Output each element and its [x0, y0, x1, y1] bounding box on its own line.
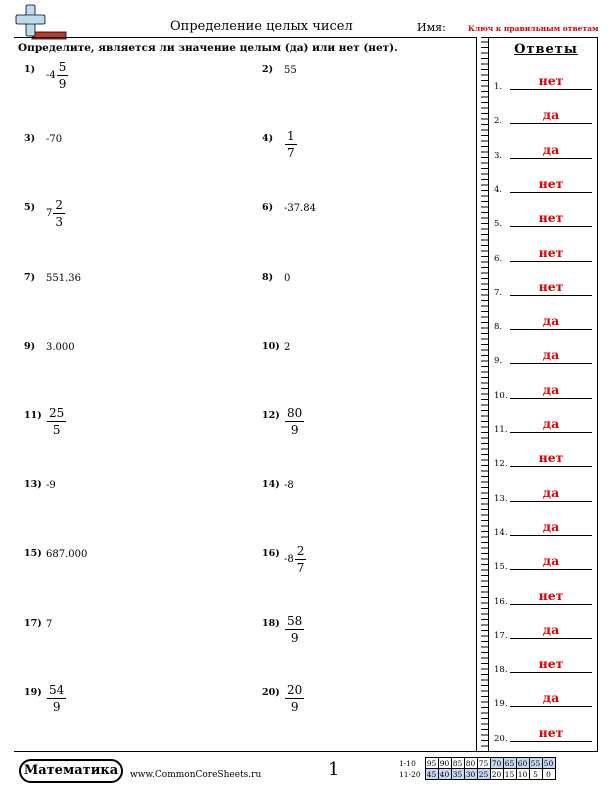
problem-item	[262, 129, 462, 173]
answer-number: 14.	[494, 527, 508, 538]
problem-fraction	[284, 406, 304, 437]
fraction-denominator: 7	[287, 146, 295, 161]
score-cell: 40	[439, 769, 450, 779]
problem-number: 10)	[262, 340, 280, 352]
answer-item	[494, 381, 594, 401]
answer-item	[494, 449, 594, 469]
problem-value: 3.000	[46, 341, 75, 353]
fraction-whole: -8	[284, 554, 294, 566]
answer-value: нет	[538, 450, 564, 466]
fraction-denominator: 9	[52, 699, 61, 714]
answer-line	[510, 706, 592, 707]
answer-item	[494, 415, 594, 435]
fraction-denominator: 3	[55, 215, 64, 230]
answer-value: нет	[538, 656, 564, 672]
answer-number: 1.	[494, 82, 503, 92]
problem-number: 20)	[262, 686, 280, 698]
score-cell: 80	[465, 758, 476, 768]
score-cell: 5	[529, 769, 542, 780]
answer-number: 5.	[494, 219, 503, 230]
answer-value: да	[542, 107, 560, 123]
score-range-label: 1-10	[399, 758, 416, 768]
fraction-numerator: 2	[296, 544, 305, 559]
problem-number: 2)	[262, 64, 274, 75]
fraction	[295, 544, 307, 575]
problem-item	[262, 341, 462, 381]
brand-badge: Математика	[19, 759, 123, 783]
fraction-whole: -4	[46, 70, 56, 81]
answer-line	[510, 638, 592, 639]
problem-number: 14)	[262, 479, 280, 491]
score-cell: 50	[543, 758, 554, 768]
problem-number: 5)	[24, 202, 36, 214]
score-cell: 35	[452, 769, 463, 779]
answer-item	[494, 244, 594, 264]
fraction-denominator: 9	[290, 699, 299, 714]
answer-number: 9.	[494, 356, 503, 367]
problem-number: 18)	[262, 617, 280, 629]
problem-item	[262, 406, 462, 450]
score-cell: 70	[491, 758, 502, 768]
score-cell: 65	[504, 758, 515, 768]
answer-line	[510, 261, 592, 262]
answer-line	[510, 295, 592, 296]
answer-line	[510, 741, 592, 742]
fraction-numerator: 20	[287, 682, 303, 697]
answer-number: 7.	[494, 287, 503, 298]
problem-number: 7)	[24, 271, 36, 283]
problem-fraction	[284, 129, 297, 160]
answer-line	[510, 226, 592, 227]
score-cell: 85	[452, 758, 463, 768]
answer-item	[494, 655, 594, 675]
problem-value: 687.000	[46, 549, 88, 561]
problem-number: 17)	[24, 617, 42, 629]
problem-item	[262, 202, 462, 242]
answers-title: Ответы	[514, 42, 578, 57]
fraction-denominator: 9	[290, 423, 299, 437]
answer-item	[494, 689, 594, 709]
answer-value: да	[542, 553, 560, 569]
answer-value: нет	[538, 244, 564, 260]
score-cell: 25	[478, 769, 489, 779]
problem-number: 6)	[262, 202, 274, 214]
problem-fraction	[46, 406, 66, 437]
answer-number: 20.	[494, 733, 508, 744]
header-divider	[14, 37, 598, 38]
fraction-numerator: 2	[55, 198, 64, 213]
score-cell: 95	[426, 758, 437, 768]
fraction	[285, 683, 304, 714]
score-cell: 60	[517, 758, 528, 768]
problem-item	[24, 682, 224, 727]
problem-number: 4)	[262, 133, 274, 145]
problem-value: 2	[284, 341, 291, 353]
math-plus-logo-icon	[14, 4, 68, 40]
problem-item	[262, 272, 462, 312]
problem-item	[24, 272, 224, 312]
problem-item	[262, 544, 462, 588]
answer-line	[510, 123, 592, 124]
answer-value: да	[542, 381, 560, 397]
answer-item	[494, 141, 594, 161]
problem-value: -9	[46, 480, 56, 492]
score-row	[399, 758, 555, 769]
score-cell: 30	[465, 769, 476, 779]
answer-item	[494, 209, 594, 229]
answer-line	[510, 672, 592, 673]
answer-value: нет	[538, 587, 564, 603]
problem-item	[24, 198, 224, 242]
fraction	[285, 406, 304, 437]
answer-item	[494, 72, 594, 92]
answer-value: нет	[538, 724, 564, 740]
problem-item	[24, 60, 224, 104]
score-row	[399, 769, 555, 780]
footer-divider	[14, 751, 598, 752]
problem-value: 0	[284, 272, 291, 284]
answer-number: 12.	[494, 459, 508, 470]
answer-item	[494, 484, 594, 504]
score-cell: 55	[530, 758, 541, 768]
answer-value: да	[542, 484, 560, 500]
fraction-numerator: 54	[49, 682, 65, 697]
fraction-whole: 7	[46, 208, 53, 220]
problem-number: 13)	[24, 479, 42, 491]
answer-item	[494, 312, 594, 332]
score-range-label: 11-20	[399, 769, 421, 779]
score-cell: 45	[426, 769, 437, 779]
answer-line	[510, 569, 592, 570]
score-cell: 10	[517, 769, 528, 779]
answer-number: 11.	[494, 425, 508, 435]
problem-value: 55	[284, 65, 297, 76]
problem-item	[24, 406, 224, 450]
answer-number: 3.	[494, 150, 503, 161]
worksheet-title: Определение целых чисел	[170, 19, 353, 34]
fraction-numerator: 58	[287, 613, 303, 628]
fraction-denominator: 7	[296, 561, 305, 576]
answer-line	[510, 604, 592, 605]
answer-number: 8.	[494, 322, 503, 333]
problem-fraction	[46, 198, 65, 229]
answer-value: да	[542, 141, 560, 157]
answer-line	[510, 432, 592, 433]
problem-fraction	[284, 614, 304, 645]
fraction-denominator: 9	[58, 77, 67, 91]
problem-number: 3)	[24, 133, 36, 145]
answer-line	[510, 466, 592, 467]
answer-item	[494, 175, 594, 195]
answer-column-border	[476, 37, 477, 751]
problem-number: 15)	[24, 548, 42, 560]
answer-item	[494, 278, 594, 298]
fraction	[47, 406, 66, 437]
answer-line	[510, 89, 592, 90]
fraction-numerator: 5	[58, 60, 67, 74]
problem-item	[262, 613, 462, 658]
answer-value: да	[542, 690, 560, 706]
answer-number: 18.	[494, 665, 508, 676]
problem-item	[24, 618, 224, 658]
problem-number: 11)	[24, 410, 42, 421]
fraction-numerator: 1	[287, 129, 295, 144]
answer-line	[510, 192, 592, 193]
answer-item	[494, 106, 594, 126]
problem-value: -37.84	[284, 203, 317, 215]
answer-line	[510, 535, 592, 536]
problem-value: -8	[284, 480, 294, 492]
fraction-denominator: 9	[290, 630, 299, 645]
answer-item	[494, 621, 594, 641]
answer-column-inner-border	[488, 37, 489, 751]
problem-item	[24, 479, 224, 519]
score-table	[399, 757, 556, 780]
fraction	[47, 683, 66, 714]
problem-item	[24, 341, 224, 381]
score-cell: 75	[478, 758, 489, 768]
problem-number: 12)	[262, 410, 280, 421]
score-cell: 15	[504, 769, 515, 779]
name-label: Имя:	[417, 21, 446, 34]
answer-value: нет	[538, 175, 564, 191]
problem-item	[262, 479, 462, 519]
problem-item	[24, 548, 224, 588]
answer-number: 10.	[494, 390, 508, 401]
answer-value: да	[542, 518, 560, 534]
answer-item	[494, 724, 594, 744]
answer-number: 13.	[494, 493, 508, 504]
problem-item	[24, 133, 224, 173]
answer-value: да	[542, 416, 560, 431]
answer-line	[510, 501, 592, 502]
score-cell: 0	[542, 769, 555, 780]
problem-number: 9)	[24, 340, 36, 352]
problem-number: 8)	[262, 271, 274, 283]
answer-number: 2.	[494, 116, 503, 127]
answer-value: нет	[538, 73, 564, 88]
problem-value: 7	[46, 618, 53, 630]
problem-fraction	[46, 683, 66, 714]
fraction-denominator: 5	[52, 423, 61, 437]
fraction-numerator: 80	[287, 406, 303, 420]
fraction	[285, 129, 297, 160]
fraction	[53, 198, 65, 229]
answer-value: нет	[538, 210, 564, 226]
problem-fraction	[284, 544, 306, 575]
answer-number: 15.	[494, 562, 508, 573]
score-cell: 90	[439, 758, 450, 768]
answer-line	[510, 329, 592, 330]
answer-key-label: Ключ к правильным ответам	[468, 24, 599, 33]
answer-value: да	[542, 621, 560, 637]
answer-item	[494, 552, 594, 572]
problem-value: 551.36	[46, 272, 81, 284]
answer-line	[510, 398, 592, 399]
score-cell: 20	[491, 769, 502, 779]
problem-number: 19)	[24, 686, 42, 698]
answer-column-right-border	[597, 37, 598, 751]
answer-line	[510, 158, 592, 159]
answer-number: 16.	[494, 596, 508, 607]
problem-fraction	[284, 683, 304, 714]
answer-line	[510, 363, 592, 364]
answer-number: 6.	[494, 253, 503, 264]
answer-value: нет	[538, 278, 564, 294]
answer-number: 19.	[494, 699, 508, 710]
answer-item	[494, 587, 594, 607]
problem-number: 1)	[24, 64, 36, 75]
problem-item	[262, 64, 462, 104]
problem-item	[262, 682, 462, 727]
page-number: 1	[328, 759, 340, 780]
fraction	[285, 614, 304, 645]
answer-number: 17.	[494, 630, 508, 641]
site-url: www.CommonCoreSheets.ru	[130, 770, 262, 780]
answer-item	[494, 346, 594, 366]
answer-value: да	[542, 347, 560, 363]
answer-number: 4.	[494, 184, 503, 195]
answer-item	[494, 518, 594, 538]
problem-value: -70	[46, 134, 63, 146]
problem-number: 16)	[262, 548, 280, 560]
instructions: Определите, является ли значение целым (да) или нет (нет).	[18, 42, 398, 54]
fraction	[57, 60, 69, 91]
problem-fraction	[46, 60, 68, 91]
answer-value: да	[542, 313, 560, 329]
fraction-numerator: 25	[49, 406, 65, 420]
